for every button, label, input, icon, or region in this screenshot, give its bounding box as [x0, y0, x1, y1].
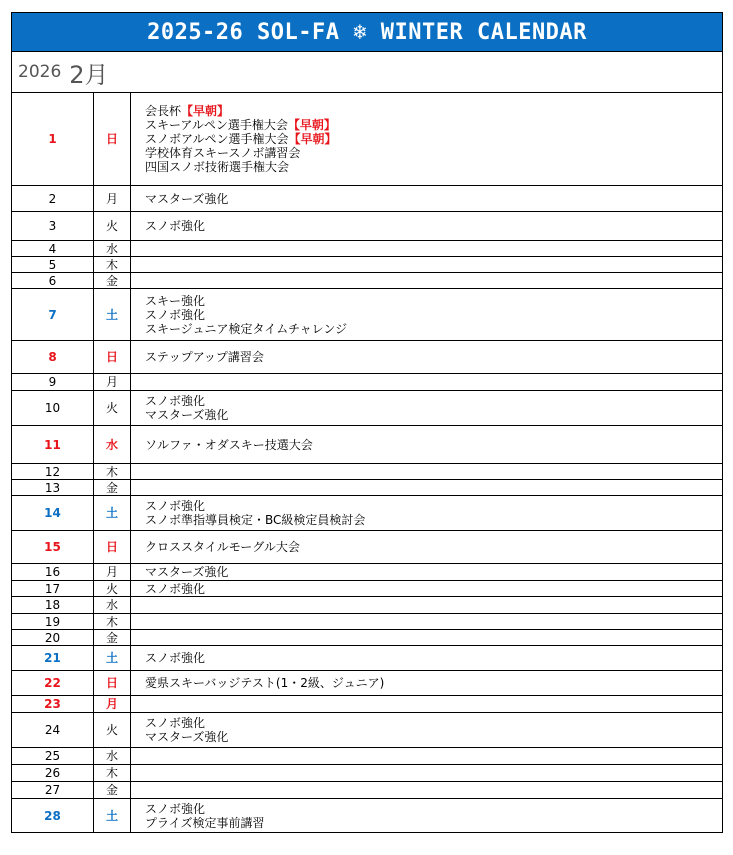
day-row [12, 581, 723, 597]
weekday: 水 [94, 426, 131, 464]
day-number: 14 [12, 496, 94, 531]
weekday: 金 [94, 480, 131, 496]
event-text: スノボ強化 [145, 307, 206, 322]
weekday: 火 [94, 212, 131, 241]
event-item [145, 132, 722, 146]
event-text: スノボ強化 [145, 651, 206, 665]
event-text: ステップアップ講習会 [145, 350, 264, 364]
events-cell [131, 581, 723, 597]
event-text: スノボ強化 [145, 499, 206, 513]
day-number: 25 [12, 748, 94, 765]
event-text: スノボ強化 [145, 716, 206, 730]
event-item [145, 802, 722, 816]
day-number: 6 [12, 273, 94, 289]
day-row [12, 630, 723, 646]
event-text: 四国スノボ技術選手権大会 [145, 160, 290, 174]
events-cell [131, 273, 723, 289]
event-text: スノボ強化 [145, 394, 206, 408]
event-text: スノボ強化 [145, 219, 206, 233]
event-item [145, 816, 722, 830]
event-item [145, 192, 722, 206]
events-cell [131, 464, 723, 480]
event-item [145, 438, 722, 452]
weekday: 金 [94, 273, 131, 289]
event-item [145, 294, 722, 308]
event-item [145, 160, 722, 174]
day-row [12, 212, 723, 241]
event-item [145, 565, 722, 579]
day-row [12, 782, 723, 799]
month-label: 2月 [69, 60, 109, 89]
event-text: スノボ強化 [145, 801, 206, 816]
early-morning-tag: 【早朝】 [181, 104, 230, 118]
weekday: 水 [94, 597, 131, 614]
events-cell [131, 289, 723, 341]
day-number: 8 [12, 341, 94, 374]
events-cell [131, 257, 723, 273]
early-morning-tag: 【早朝】 [288, 132, 337, 146]
day-number: 18 [12, 597, 94, 614]
day-row [12, 241, 723, 257]
weekday: 木 [94, 765, 131, 782]
event-text: ソルファ・オダスキー技選大会 [145, 437, 313, 452]
early-morning-tag: 【早朝】 [287, 118, 336, 132]
day-row [12, 799, 723, 833]
event-item [145, 730, 722, 744]
event-text: スノボアルペン選手権大会 [145, 132, 289, 146]
day-number: 27 [12, 782, 94, 799]
event-item [145, 219, 722, 233]
day-row [12, 646, 723, 671]
events-cell [131, 186, 723, 212]
day-row [12, 564, 723, 581]
day-number: 17 [12, 581, 94, 597]
day-number: 28 [12, 799, 94, 833]
weekday: 月 [94, 696, 131, 713]
day-row [12, 289, 723, 341]
day-number: 5 [12, 257, 94, 273]
events-cell [131, 480, 723, 496]
event-item [145, 540, 722, 554]
events-cell [131, 782, 723, 799]
calendar-table [11, 92, 723, 833]
events-cell [131, 713, 723, 748]
events-cell [131, 671, 723, 696]
events-cell [131, 597, 723, 614]
day-number: 12 [12, 464, 94, 480]
event-item [145, 394, 722, 408]
events-cell [131, 93, 723, 186]
events-cell [131, 696, 723, 713]
weekday: 月 [94, 564, 131, 581]
weekday: 木 [94, 614, 131, 630]
day-number: 22 [12, 671, 94, 696]
event-item [145, 582, 722, 596]
weekday: 火 [94, 391, 131, 426]
day-number: 4 [12, 241, 94, 257]
day-row [12, 713, 723, 748]
events-cell [131, 614, 723, 630]
day-row [12, 671, 723, 696]
events-cell [131, 341, 723, 374]
weekday: 木 [94, 257, 131, 273]
weekday: 日 [94, 671, 131, 696]
weekday: 金 [94, 630, 131, 646]
event-item [145, 716, 722, 730]
event-text: スノボ強化 [145, 581, 206, 596]
event-item [145, 146, 722, 160]
year-label: 2026 [18, 62, 62, 82]
day-row [12, 748, 723, 765]
day-number: 9 [12, 374, 94, 391]
event-text: 会長杯 [145, 104, 182, 118]
day-number: 1 [12, 93, 94, 186]
event-text: マスターズ強化 [145, 408, 229, 422]
event-text: スキーアルペン選手権大会 [145, 118, 288, 132]
events-cell [131, 212, 723, 241]
day-number: 13 [12, 480, 94, 496]
weekday: 日 [94, 93, 131, 186]
day-row [12, 531, 723, 564]
day-row [12, 597, 723, 614]
day-number: 20 [12, 630, 94, 646]
day-number: 2 [12, 186, 94, 212]
event-item [145, 676, 722, 690]
day-row [12, 496, 723, 531]
event-text: マスターズ強化 [145, 730, 229, 744]
weekday: 水 [94, 748, 131, 765]
weekday: 土 [94, 799, 131, 833]
weekday: 木 [94, 464, 131, 480]
weekday: 土 [94, 496, 131, 531]
day-number: 24 [12, 713, 94, 748]
weekday: 日 [94, 341, 131, 374]
day-row [12, 273, 723, 289]
day-row [12, 374, 723, 391]
events-cell [131, 799, 723, 833]
day-number: 21 [12, 646, 94, 671]
day-number: 16 [12, 564, 94, 581]
event-item [145, 350, 722, 364]
event-text: マスターズ強化 [145, 191, 229, 206]
events-cell [131, 426, 723, 464]
day-row [12, 480, 723, 496]
weekday: 火 [94, 713, 131, 748]
calendar [11, 12, 723, 833]
day-number: 23 [12, 696, 94, 713]
weekday: 土 [94, 646, 131, 671]
day-row [12, 257, 723, 273]
day-row [12, 464, 723, 480]
day-row [12, 696, 723, 713]
day-number: 26 [12, 765, 94, 782]
event-item [145, 322, 722, 336]
event-item [145, 104, 722, 118]
day-number: 10 [12, 391, 94, 426]
day-number: 11 [12, 426, 94, 464]
events-cell [131, 241, 723, 257]
weekday: 月 [94, 374, 131, 391]
event-text: スキー強化 [145, 293, 206, 308]
events-cell [131, 391, 723, 426]
weekday: 水 [94, 241, 131, 257]
calendar-title: 2025-26 SOL-FA ❄ WINTER CALENDAR [11, 12, 723, 52]
weekday: 火 [94, 581, 131, 597]
day-row [12, 391, 723, 426]
event-item [145, 499, 722, 513]
month-header [11, 52, 723, 92]
events-cell [131, 374, 723, 391]
day-row [12, 765, 723, 782]
day-number: 3 [12, 212, 94, 241]
events-cell [131, 646, 723, 671]
events-cell [131, 748, 723, 765]
event-item [145, 118, 722, 132]
day-number: 15 [12, 531, 94, 564]
day-row [12, 614, 723, 630]
weekday: 月 [94, 186, 131, 212]
event-text: マスターズ強化 [145, 565, 229, 579]
event-item [145, 308, 722, 322]
event-text: クロススタイルモーグル大会 [145, 540, 300, 554]
event-text: プライズ検定事前講習 [145, 815, 265, 830]
events-cell [131, 531, 723, 564]
day-number: 7 [12, 289, 94, 341]
event-item [145, 408, 722, 422]
day-row [12, 341, 723, 374]
weekday: 金 [94, 782, 131, 799]
events-cell [131, 496, 723, 531]
weekday: 日 [94, 531, 131, 564]
events-cell [131, 564, 723, 581]
event-text: 学校体育スキースノボ講習会 [145, 146, 301, 160]
event-item [145, 513, 722, 527]
event-text: スノボ準指導員検定・BC級検定員検討会 [145, 513, 366, 527]
day-row [12, 93, 723, 186]
event-item [145, 651, 722, 665]
events-cell [131, 630, 723, 646]
weekday: 土 [94, 289, 131, 341]
day-row [12, 426, 723, 464]
day-number: 19 [12, 614, 94, 630]
events-cell [131, 765, 723, 782]
day-row [12, 186, 723, 212]
event-text: 愛県スキーバッジテスト(1・2級、ジュニア) [145, 676, 385, 690]
event-text: スキージュニア検定タイムチャレンジ [145, 321, 348, 336]
